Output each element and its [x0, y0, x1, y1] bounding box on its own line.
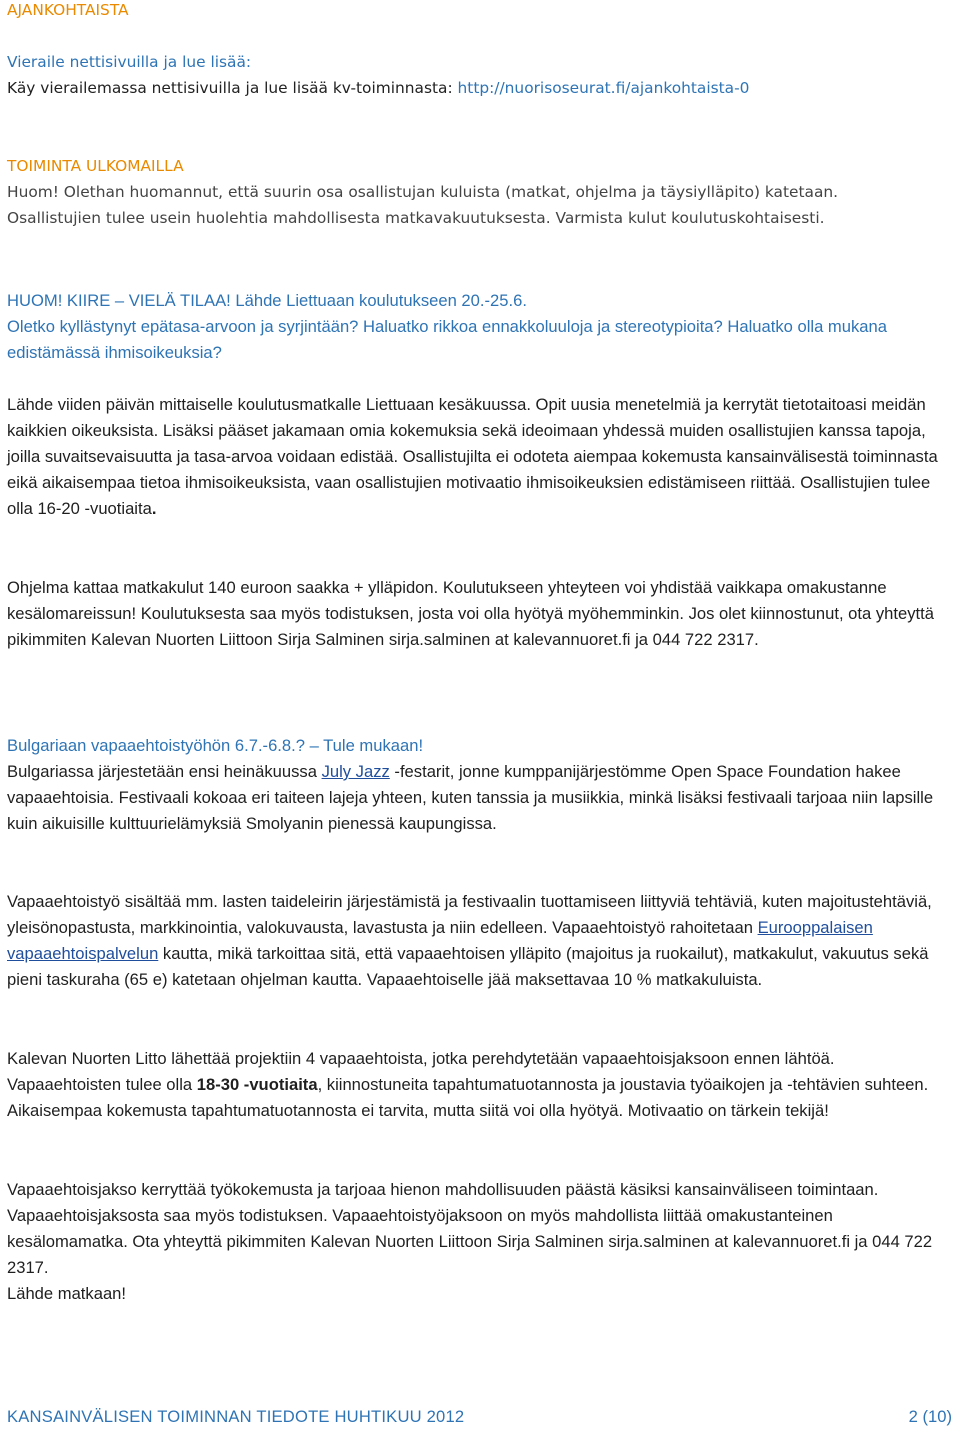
bulgaria-paragraph-5: Lähde matkaan!	[7, 1284, 127, 1303]
bulgaria-p1-text-b: -festarit, jonne kumppanijärjestömme Open Space Foundation hakee vapaaehtoisia. Festivaali kokoaa eri taiteen lajeja yhteen, kuten tanssia ja musiikkia, minkä lisäksi festivaali tarjoaa niin lapsille kuin aikuisille kulttuurielämyksiä Smolyanin pienessä kaupungissa.	[7, 762, 934, 833]
july-jazz-link[interactable]: July Jazz	[321, 762, 390, 781]
bulgaria-paragraph-1	[7, 759, 953, 837]
subheading-vieraile: Vieraile nettisivuilla ja lue lisää:	[7, 53, 252, 71]
bulgaria-p3-age: 18-30 -vuotiaita	[196, 1075, 318, 1094]
bulgaria-heading: Bulgariaan vapaaehtoistyöhön 6.7.-6.8.? – Tule mukaan!	[7, 736, 424, 755]
visit-text: Käy vierailemassa nettisivuilla ja lue lisää kv-toiminnasta:	[7, 79, 458, 97]
bulgaria-p3-text-b: , kiinnostuneita tapahtumatuotannosta ja joustavia työaikojen ja -tehtävien suhteen. Aikaisempaa kokemusta tapahtumatuotannosta ei tarvita, mutta siitä voi olla hyötyä. Motivaatio on tärkein tekijä!	[7, 1075, 929, 1120]
liettua-questions: Oletko kyllästynyt epätasa-arvoon ja syrjintään? Haluatko rikkoa ennakkoluuloja ja stereotypioita? Haluatko olla mukana edistämässä ihmisoikeuksia?	[7, 317, 887, 362]
website-link[interactable]: http://nuorisoseurat.fi/ajankohtaista-0	[457, 79, 750, 97]
bulgaria-p2-text-a: Vapaaehtoistyö sisältää mm. lasten taideleirin järjestämistä ja festivaalin tuottamiseen liittyviä tehtäviä, kuten majoitustehtäviä, yleisönopastusta, markkinointia, valokuvausta, lavastusta ja niin edelleen. Vapaaehtoistyö rahoitetaan	[7, 892, 932, 937]
bulgaria-p1-text-a: Bulgariassa järjestetään ensi heinäkuussa	[7, 762, 322, 781]
visit-line	[7, 75, 953, 101]
liettua-paragraph-1-end: .	[151, 499, 157, 518]
liettua-paragraph-1-text: Lähde viiden päivän mittaiselle koulutusmatkalle Liettuaan kesäkuussa. Opit uusia menetelmiä ja kerrytät tietotaitoasi meidän kaikkien oikeuksista. Lisäksi pääset jakamaan omia kokemuksia sekä ideoimaan yhdessä muiden osallistujien kanssa tapoja, joilla suvaitsevaisuutta ja tasa-arvoa voidaan edistää. Osallistujilta ei odoteta aiempaa kokemusta kansainvälisestä toiminnasta eikä aikaisempaa tietoa ihmisoikeuksista, vaan osallistujien motivaatio ihmisoikeuksien edistämiseen riittää. Osallistujien tulee olla 16-20 -vuotiaita	[7, 395, 938, 518]
bulgaria-p3-text-a: Kalevan Nuorten Litto lähettää projektiin 4 vapaaehtoista, jotka perehdytetään vapaaehtoisjaksoon ennen lähtöä. Vapaaehtoisten tulee olla	[7, 1049, 835, 1094]
bulgaria-paragraph-4: Vapaaehtoisjakso kerryttää työkokemusta ja tarjoaa hienon mahdollisuuden päästä käsiksi kansainväliseen toimintaan. Vapaaehtoisjaksosta saa myös todistuksen. Vapaaehtoistyöjaksoon on myös mahdollista liittää omakustanteinen kesälomamatka. Ota yhteyttä pikimmiten Kalevan Nuorten Liittoon Sirja Salminen sirja.salminen at kalevannuoret.fi ja 044 722 2317.	[7, 1180, 933, 1277]
bulgaria-paragraph-3	[7, 1046, 953, 1124]
section-heading-toiminta-ulkomailla: TOIMINTA ULKOMAILLA	[7, 157, 184, 175]
toiminta-line-2: Osallistujien tulee usein huolehtia mahdollisesta matkavakuutuksesta. Varmista kulut koulutuskohtaisesti.	[7, 209, 825, 227]
bulgaria-paragraph-2	[7, 889, 953, 993]
evs-link[interactable]: Eurooppalaisen vapaaehtoispalvelun	[7, 918, 873, 963]
liettua-paragraph-2: Ohjelma kattaa matkakulut 140 euroon saakka + ylläpidon. Koulutukseen yhteyteen voi yhdistää vaikkapa omakustanne kesälomareissun! Koulutuksesta saa myös todistuksen, josta voi olla hyötyä myöhemminkin. Jos olet kiinnostunut, ota yhteyttä pikimmiten Kalevan Nuorten Liittoon Sirja Salminen sirja.salminen at kalevannuoret.fi ja 044 722 2317.	[7, 578, 934, 649]
footer-title: KANSAINVÄLISEN TOIMINNAN TIEDOTE HUHTIKUU 2012	[7, 1407, 465, 1426]
liettua-paragraph-1	[7, 392, 953, 522]
bulgaria-p2-text-b: kautta, mikä tarkoittaa sitä, että vapaaehtoisen ylläpito (majoitus ja ruokailut), matkakulut, vakuutus sekä pieni taskuraha (65 e) katetaan ohjelman kautta. Vapaaehtoiselle jää maksettavaa 10 % matkakuluista.	[7, 944, 929, 989]
footer-page-number: 2 (10)	[908, 1407, 952, 1426]
section-heading-ajankohtaista: AJANKOHTAISTA	[7, 1, 129, 19]
liettua-heading: HUOM! KIIRE – VIELÄ TILAA! Lähde Liettuaan koulutukseen 20.-25.6.	[7, 291, 527, 310]
toiminta-line-1: Huom! Olethan huomannut, että suurin osa osallistujan kuluista (matkat, ohjelma ja täysiylläpito) katetaan.	[7, 183, 839, 201]
